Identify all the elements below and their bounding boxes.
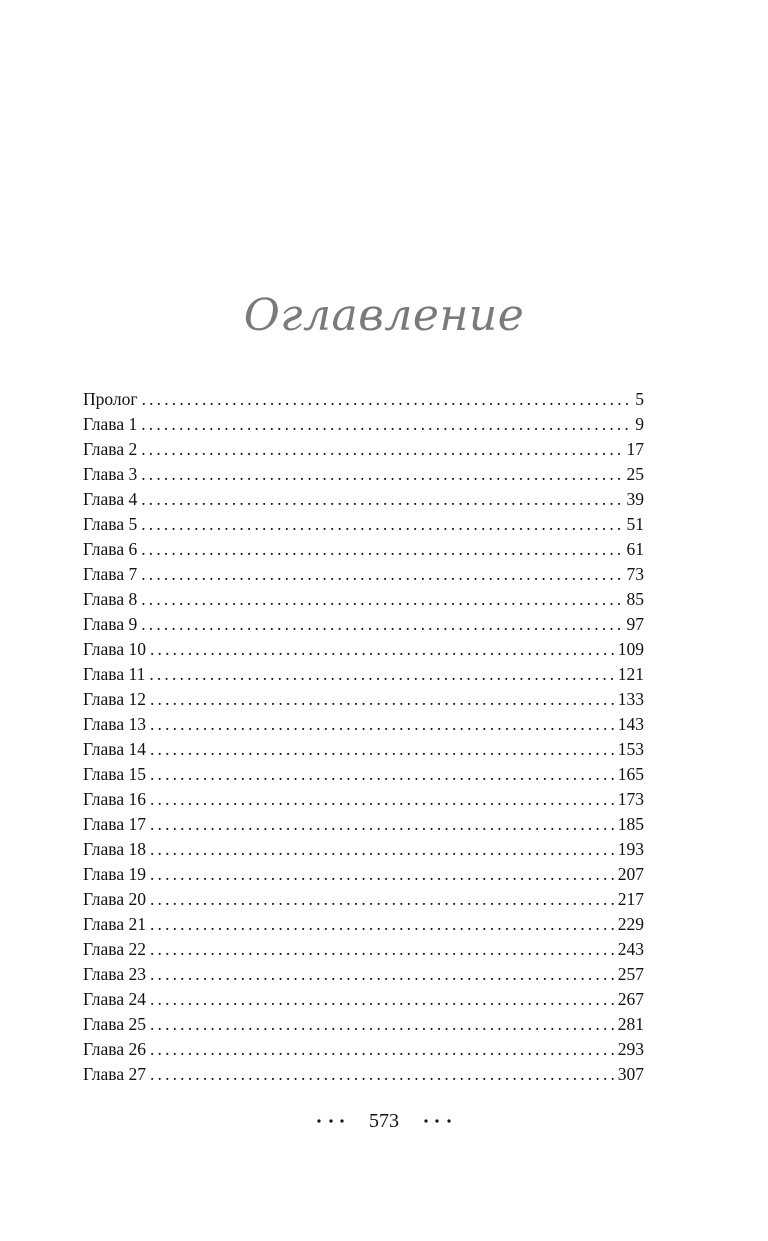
toc-entry-page: 207: [617, 864, 644, 884]
toc-entry[interactable]: [83, 737, 644, 762]
toc-entry-page: 5: [635, 389, 644, 409]
toc-entry-label: Глава 22: [83, 939, 146, 959]
toc-entry-page: 267: [617, 989, 644, 1009]
toc-entry-label: Глава 12: [83, 689, 146, 709]
dot-leader: [141, 587, 624, 612]
dot-leader: [141, 462, 624, 487]
toc-entry-page: 217: [617, 889, 644, 909]
toc-entry-label: Глава 10: [83, 639, 146, 659]
dot-leader: [149, 662, 615, 687]
toc-entry-page: 153: [617, 739, 644, 759]
toc-entry-label: Глава 13: [83, 714, 146, 734]
toc-entry[interactable]: [83, 812, 644, 837]
toc-entry-page: 39: [626, 489, 644, 509]
dot-leader: [150, 987, 616, 1012]
toc-entry[interactable]: [83, 662, 644, 687]
dot-leader: [150, 887, 616, 912]
moon-ornament-left-icon: [309, 1106, 355, 1136]
toc-entry[interactable]: [83, 762, 644, 787]
toc-entry-page: 165: [617, 764, 644, 784]
dot-leader: [141, 412, 633, 437]
moon-ornament-right-icon: [413, 1106, 459, 1136]
toc-entry-page: 243: [617, 939, 644, 959]
toc-entry-page: 307: [617, 1064, 644, 1084]
toc-entry-page: 281: [617, 1014, 644, 1034]
toc-entry[interactable]: [83, 412, 644, 437]
toc-entry-label: Глава 3: [83, 464, 138, 484]
toc-entry-label: Глава 24: [83, 989, 146, 1009]
toc-entry-label: Глава 6: [83, 539, 138, 559]
dot-leader: [150, 687, 616, 712]
toc-entry-page: 133: [617, 689, 644, 709]
toc-entry-page: 51: [626, 514, 644, 534]
toc-entry[interactable]: [83, 462, 644, 487]
toc-entry-label: Глава 9: [83, 614, 138, 634]
toc-entry[interactable]: [83, 487, 644, 512]
dot-leader: [141, 437, 624, 462]
toc-entry[interactable]: [83, 512, 644, 537]
toc-entry-label: Глава 5: [83, 514, 138, 534]
toc-entry[interactable]: [83, 962, 644, 987]
toc-entry[interactable]: [83, 587, 644, 612]
toc-entry[interactable]: [83, 562, 644, 587]
toc-entry-page: 85: [626, 589, 644, 609]
toc-entry-page: 185: [617, 814, 644, 834]
dot-leader: [150, 862, 616, 887]
toc-entry-label: Глава 11: [83, 664, 146, 684]
toc-entry-label: Глава 25: [83, 1014, 146, 1034]
dot-leader: [141, 512, 624, 537]
page-title: Оглавление: [243, 290, 525, 341]
toc-entry-page: 61: [626, 539, 644, 559]
toc-entry-page: 143: [617, 714, 644, 734]
toc-entry-page: 229: [617, 914, 644, 934]
toc-entry-label: Глава 8: [83, 589, 138, 609]
toc-entry-label: Глава 1: [83, 414, 138, 434]
toc-entry-page: 293: [617, 1039, 644, 1059]
toc-entry-label: Глава 2: [83, 439, 138, 459]
dot-leader: [141, 487, 624, 512]
toc-entry[interactable]: [83, 437, 644, 462]
toc-entry-page: 109: [617, 639, 644, 659]
toc-entry-label: Глава 18: [83, 839, 146, 859]
toc-entry-label: Глава 21: [83, 914, 146, 934]
toc-entry-page: 73: [626, 564, 644, 584]
toc-entry-label: Глава 19: [83, 864, 146, 884]
toc-entry[interactable]: [83, 612, 644, 637]
toc-entry-label: Глава 17: [83, 814, 146, 834]
toc-entry-page: 193: [617, 839, 644, 859]
toc-entry[interactable]: [83, 987, 644, 1012]
toc-entry[interactable]: [83, 537, 644, 562]
dot-leader: [142, 387, 634, 412]
table-of-contents: [83, 387, 644, 1087]
toc-entry[interactable]: [83, 787, 644, 812]
toc-entry-label: Глава 7: [83, 564, 138, 584]
dot-leader: [150, 637, 616, 662]
toc-entry-label: Глава 4: [83, 489, 138, 509]
toc-entry[interactable]: [83, 387, 644, 412]
toc-entry-page: 25: [626, 464, 644, 484]
dot-leader: [150, 1012, 616, 1037]
dot-leader: [150, 912, 616, 937]
page-number: 573: [369, 1109, 399, 1132]
toc-entry-label: Глава 23: [83, 964, 146, 984]
dot-leader: [141, 562, 624, 587]
toc-entry[interactable]: [83, 887, 644, 912]
dot-leader: [150, 962, 616, 987]
toc-entry[interactable]: [83, 687, 644, 712]
toc-entry[interactable]: [83, 712, 644, 737]
dot-leader: [150, 1062, 616, 1087]
page-footer: [0, 1106, 768, 1136]
dot-leader: [150, 812, 616, 837]
toc-entry[interactable]: [83, 912, 644, 937]
dot-leader: [141, 537, 624, 562]
toc-entry-label: Глава 16: [83, 789, 146, 809]
toc-entry[interactable]: [83, 1037, 644, 1062]
dot-leader: [150, 787, 616, 812]
dot-leader: [141, 612, 624, 637]
toc-entry[interactable]: [83, 1012, 644, 1037]
dot-leader: [150, 937, 616, 962]
dot-leader: [150, 712, 616, 737]
toc-entry-page: 257: [617, 964, 644, 984]
toc-entry-page: 97: [626, 614, 644, 634]
dot-leader: [150, 1037, 616, 1062]
toc-entry-page: 9: [635, 414, 644, 434]
dot-leader: [150, 737, 616, 762]
toc-entry[interactable]: [83, 637, 644, 662]
toc-entry[interactable]: [83, 837, 644, 862]
toc-entry-label: Глава 14: [83, 739, 146, 759]
dot-leader: [150, 762, 616, 787]
toc-entry-label: Глава 15: [83, 764, 146, 784]
toc-entry-label: Глава 26: [83, 1039, 146, 1059]
toc-entry-page: 173: [617, 789, 644, 809]
toc-entry[interactable]: [83, 937, 644, 962]
toc-entry-label: Глава 20: [83, 889, 146, 909]
toc-entry-label: Глава 27: [83, 1064, 146, 1084]
toc-entry[interactable]: [83, 862, 644, 887]
toc-entry[interactable]: [83, 1062, 644, 1087]
toc-entry-page: 17: [626, 439, 644, 459]
dot-leader: [150, 837, 616, 862]
toc-entry-page: 121: [617, 664, 644, 684]
toc-entry-label: Пролог: [83, 389, 138, 409]
